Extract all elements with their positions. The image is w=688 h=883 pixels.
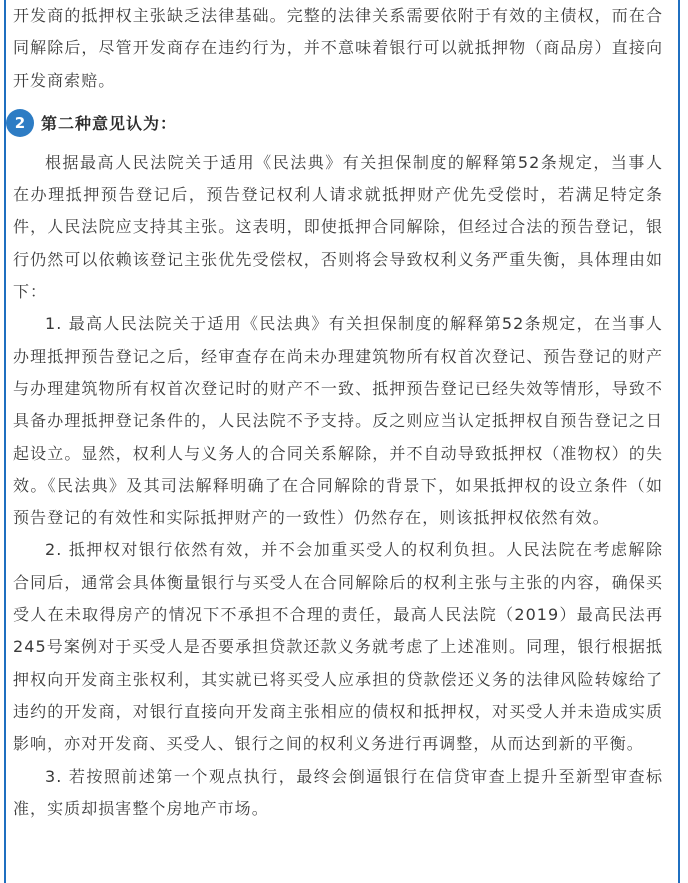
reason-1-paragraph: 1. 最高人民法院关于适用《民法典》有关担保制度的解释第52条规定，在当事人办理抵押预告登记之后，经审查存在尚未办理建筑物所有权首次登记、预告登记的财产与办理建筑物所有权首次登记时的财产不一致、抵押预告登记已经失效等情形，导致不具备办理抵押登记条件的，人民法院不予支持。反之则应当认定抵押权自预告登记之日起设立。显然，权利人与义务人的合同关系解除，并不自动导致抵押权（准物权）的失效。《民法典》及其司法解释明确了在合同解除的背景下，如果抵押权的设立条件（如预告登记的有效性和实际抵押财产的一致性）仍然存在，则该抵押权依然有效。 — [13, 314, 663, 528]
opinion-paragraph: 根据最高人民法院关于适用《民法典》有关担保制度的解释第52条规定，当事人在办理抵押预告登记后，预告登记权利人请求就抵押财产优先受偿时，若满足特定条件，人民法院应支持其主张。这表明，即使抵押合同解除，但经过合法的预告登记，银行仍然可以依赖该登记主张优先受偿权，否则将会导致权利义务严重失衡，具体理由如下： — [13, 152, 663, 302]
section-title: 第二种意见认为： — [41, 114, 178, 134]
section-heading — [6, 107, 663, 139]
article-body — [13, 0, 663, 825]
intro-paragraph: 开发商的抵押权主张缺乏法律基础。完整的法律关系需要依附于有效的主债权，而在合同解除后，尽管开发商存在违约行为，并不意味着银行可以就抵押物（商品房）直接向开发商索赔。 — [13, 6, 663, 90]
reason-2-paragraph: 2. 抵押权对银行依然有效，并不会加重买受人的权利负担。人民法院在考虑解除合同后，通常会具体衡量银行与买受人在合同解除后的权利主张与主张的内容，确保买受人在未取得房产的情况下不承担不合理的责任，最高人民法院（2019）最高民法再245号案例对于买受人是否要承担贷款还款义务就考虑了上述准则。同理，银行根据抵押权向开发商主张权利，其实就已将买受人应承担的贷款偿还义务的法律风险转嫁给了违约的开发商，对银行直接向开发商主张相应的债权和抵押权，对买受人并未造成实质影响，亦对开发商、买受人、银行之间的权利义务进行再调整，从而达到新的平衡。 — [13, 540, 663, 754]
section-number-badge: 2 — [6, 109, 34, 137]
reason-3-paragraph: 3. 若按照前述第一个观点执行，最终会倒逼银行在信贷审查上提升至新型审查标准，实质却损害整个房地产市场。 — [13, 766, 663, 818]
